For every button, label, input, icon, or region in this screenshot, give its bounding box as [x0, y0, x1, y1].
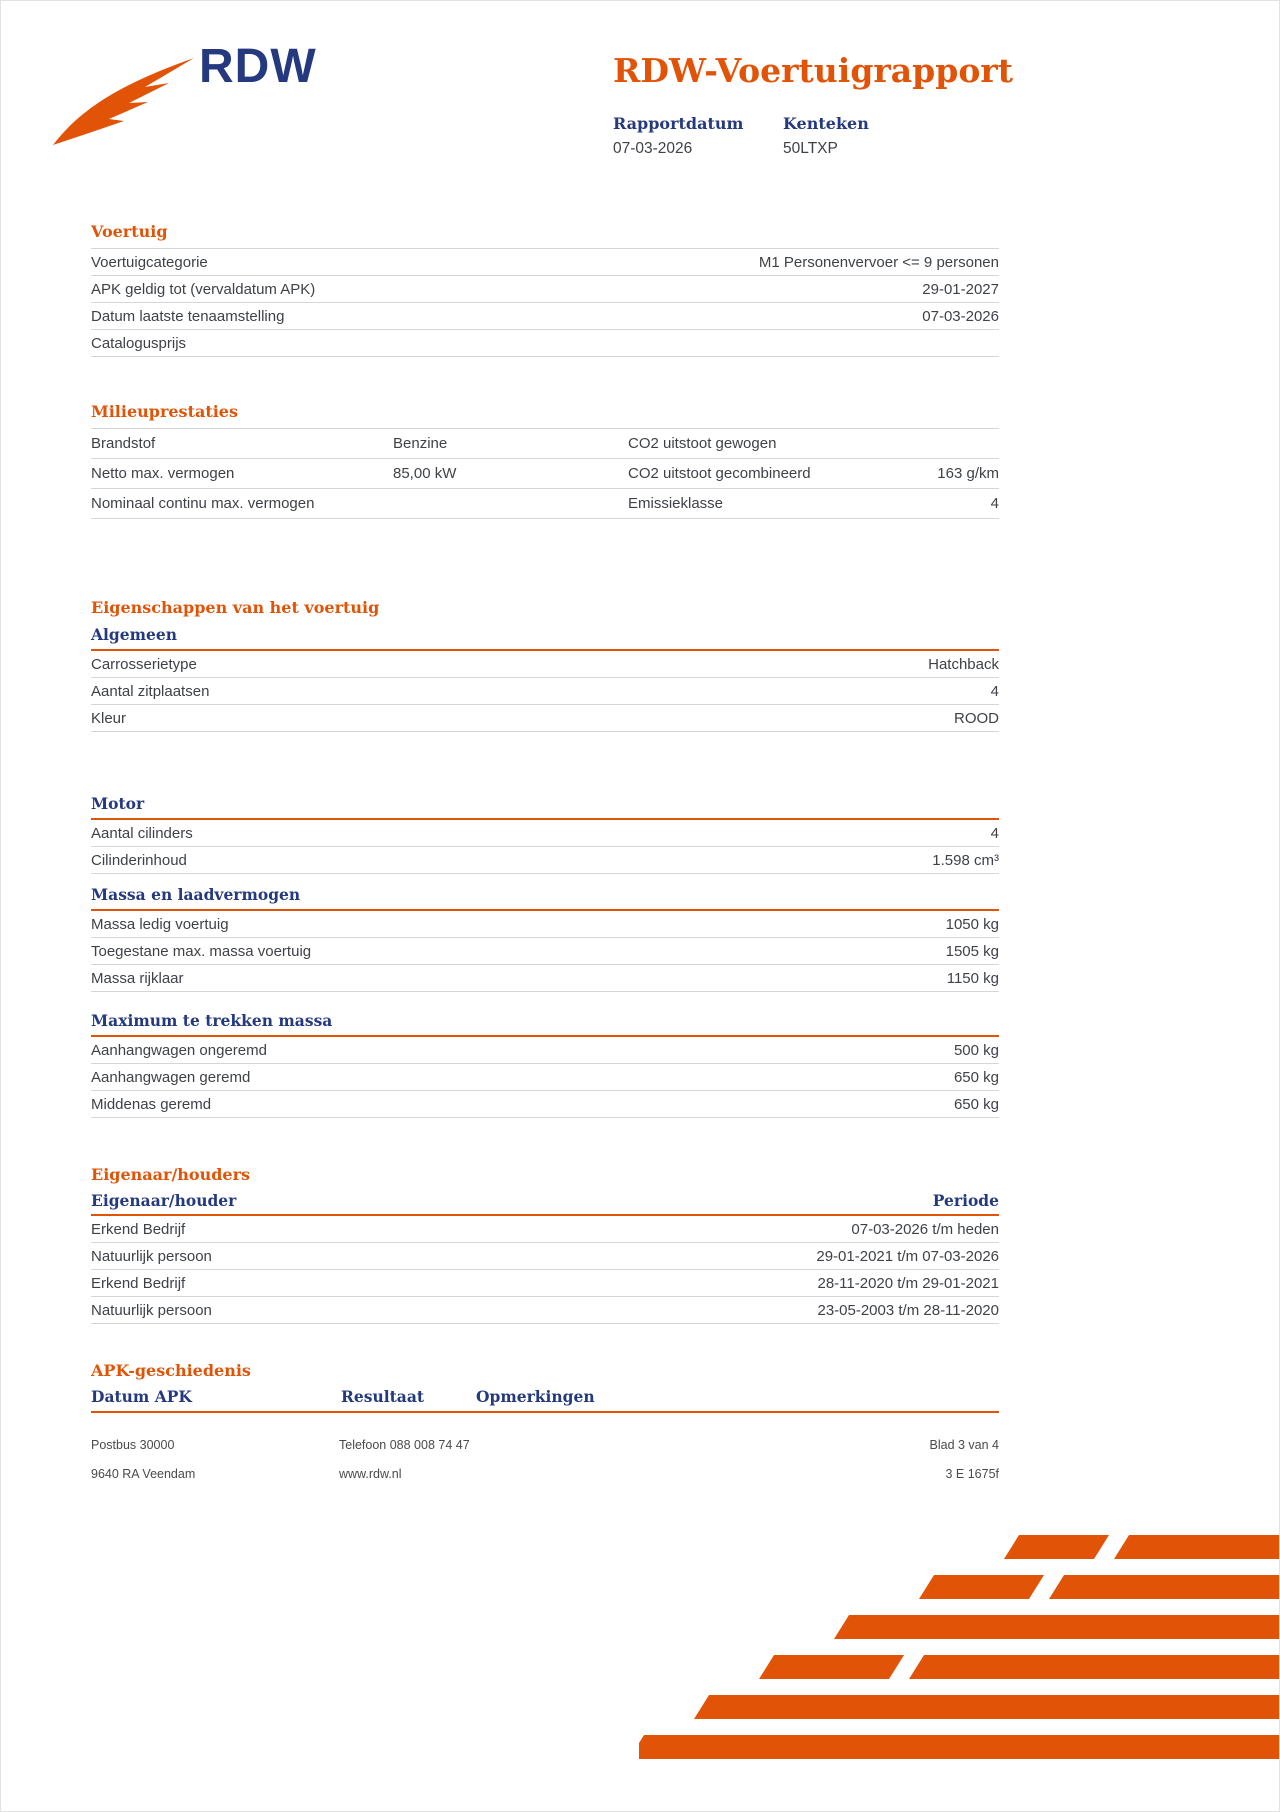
rapportdatum-field: [613, 114, 783, 158]
row-label: Datum laatste tenaamstelling: [91, 307, 285, 325]
rdw-stripes-graphic: [639, 1535, 1280, 1795]
row-label: CO2 uitstoot gecombineerd: [628, 465, 811, 482]
row-label: Toegestane max. massa voertuig: [91, 942, 312, 960]
section-heading: Voertuig: [91, 222, 168, 241]
section-milieuprestaties: [91, 402, 999, 519]
table-row: [91, 1216, 999, 1243]
subsection-trekken-massa: [91, 1011, 999, 1118]
section-heading: Eigenschappen van het voertuig: [91, 598, 380, 617]
footer-page-number: Blad 3 van 4: [929, 1438, 999, 1452]
row-label: Aanhangwagen ongeremd: [91, 1041, 267, 1059]
row-value: 4: [990, 495, 999, 512]
table-row: [91, 429, 999, 459]
footer-address-line1: Postbus 30000: [91, 1438, 175, 1452]
row-label: Voertuigcategorie: [91, 253, 208, 271]
table-row: [91, 1297, 999, 1324]
section-heading: APK-geschiedenis: [91, 1361, 251, 1380]
table-row: [91, 276, 999, 303]
row-value: 29-01-2021 t/m 07-03-2026: [816, 1247, 999, 1265]
massa-table: [91, 911, 999, 992]
column-header: Opmerkingen: [476, 1387, 595, 1406]
section-apk-geschiedenis: [91, 1361, 999, 1413]
footer-line: [91, 1438, 999, 1467]
table-row: [91, 651, 999, 678]
table-row: [91, 1037, 999, 1064]
rapportdatum-label: Rapportdatum: [613, 114, 744, 133]
motor-table: [91, 820, 999, 874]
subsection-algemeen: [91, 625, 999, 732]
table-row: [91, 489, 999, 519]
row-value: ROOD: [954, 709, 999, 727]
row-label: Catalogusprijs: [91, 334, 187, 352]
row-value: 07-03-2026 t/m heden: [851, 1220, 999, 1238]
row-label: Aantal zitplaatsen: [91, 682, 210, 700]
row-value: 1150 kg: [946, 969, 999, 987]
footer-address-line2: 9640 RA Veendam: [91, 1467, 196, 1481]
row-value: 1.598 cm³: [932, 851, 999, 869]
column-header: Datum APK: [91, 1387, 192, 1406]
table-row: [91, 1091, 999, 1118]
row-label: CO2 uitstoot gewogen: [628, 435, 777, 452]
rapportdatum-value: 07-03-2026: [613, 140, 693, 157]
subsection-motor: [91, 794, 999, 874]
table-row: [91, 847, 999, 874]
table-row: [91, 911, 999, 938]
table-row: [91, 1064, 999, 1091]
subsection-heading: Motor: [91, 794, 999, 820]
row-value: 85,00 kW: [393, 465, 457, 482]
subsection-massa: [91, 885, 999, 992]
table-row: [91, 1270, 999, 1297]
algemeen-table: [91, 651, 999, 732]
eigenaar-table: [91, 1216, 999, 1324]
subsection-heading: Massa en laadvermogen: [91, 885, 999, 911]
section-eigenschappen: [91, 598, 999, 624]
section-voertuig: [91, 222, 999, 357]
table-row: [91, 249, 999, 276]
eigenaar-table-header: [91, 1191, 999, 1216]
row-label: Massa ledig voertuig: [91, 915, 229, 933]
row-label: Emissieklasse: [628, 495, 724, 512]
column-header: Eigenaar/houder: [91, 1191, 237, 1210]
page-title: RDW-Voertuigrapport: [613, 51, 1013, 90]
subsection-heading: Algemeen: [91, 625, 999, 651]
row-value: 28-11-2020 t/m 29-01-2021: [817, 1274, 999, 1292]
row-label: Brandstof: [91, 435, 156, 452]
row-label: Nominaal continu max. vermogen: [91, 495, 315, 512]
row-value: 23-05-2003 t/m 28-11-2020: [817, 1301, 999, 1319]
row-value: 29-01-2027: [922, 280, 999, 298]
milieuprestaties-table: [91, 428, 999, 519]
kenteken-label: Kenteken: [783, 114, 869, 133]
row-value: Hatchback: [928, 655, 999, 673]
row-label: Erkend Bedrijf: [91, 1274, 186, 1292]
row-label: Carrosserietype: [91, 655, 197, 673]
row-label: Netto max. vermogen: [91, 465, 235, 482]
row-label: Massa rijklaar: [91, 969, 184, 987]
subsection-heading: Maximum te trekken massa: [91, 1011, 999, 1037]
column-header: Resultaat: [341, 1387, 425, 1406]
row-value: Benzine: [393, 435, 448, 452]
row-value: M1 Personenvervoer <= 9 personen: [758, 253, 999, 271]
section-heading: Eigenaar/houders: [91, 1165, 251, 1184]
table-row: [91, 965, 999, 992]
footer-line: [91, 1467, 999, 1496]
footer-website: www.rdw.nl: [339, 1467, 402, 1481]
row-label: Aantal cilinders: [91, 824, 193, 842]
footer-phone: Telefoon 088 008 74 47: [339, 1438, 470, 1452]
kenteken-field: [783, 114, 953, 158]
page-footer: [91, 1438, 999, 1496]
row-value: 650 kg: [953, 1095, 999, 1113]
section-heading: Milieuprestaties: [91, 402, 238, 421]
row-value: 1050 kg: [945, 915, 999, 933]
row-label: Middenas geremd: [91, 1095, 212, 1113]
table-row: [91, 459, 999, 489]
footer-document-code: 3 E 1675f: [945, 1467, 999, 1481]
kenteken-value: 50LTXP: [783, 140, 838, 157]
table-row: [91, 1243, 999, 1270]
row-label: Natuurlijk persoon: [91, 1301, 212, 1319]
row-label: Cilinderinhoud: [91, 851, 187, 869]
report-meta: [613, 114, 953, 158]
row-label: Erkend Bedrijf: [91, 1220, 186, 1238]
row-label: Aanhangwagen geremd: [91, 1068, 251, 1086]
row-value: 163 g/km: [937, 465, 999, 482]
row-value: 1505 kg: [945, 942, 999, 960]
apk-table-header: [91, 1387, 999, 1413]
table-row: [91, 678, 999, 705]
row-value: 4: [990, 824, 999, 842]
row-value: 500 kg: [953, 1041, 999, 1059]
column-header: Periode: [932, 1191, 999, 1210]
trekken-massa-table: [91, 1037, 999, 1118]
table-row: [91, 330, 999, 357]
table-row: [91, 303, 999, 330]
row-value: 07-03-2026: [922, 307, 999, 325]
rdw-logo-swoosh-icon: [51, 53, 196, 153]
table-row: [91, 938, 999, 965]
row-label: Kleur: [91, 709, 127, 727]
rdw-logo-text: RDW: [199, 40, 317, 93]
table-row: [91, 705, 999, 732]
row-label: Natuurlijk persoon: [91, 1247, 212, 1265]
table-row: [91, 820, 999, 847]
voertuig-table: [91, 248, 999, 357]
row-label: APK geldig tot (vervaldatum APK): [91, 280, 316, 298]
row-value: 4: [990, 682, 999, 700]
section-eigenaar-houders: [91, 1165, 999, 1324]
row-value: 650 kg: [953, 1068, 999, 1086]
